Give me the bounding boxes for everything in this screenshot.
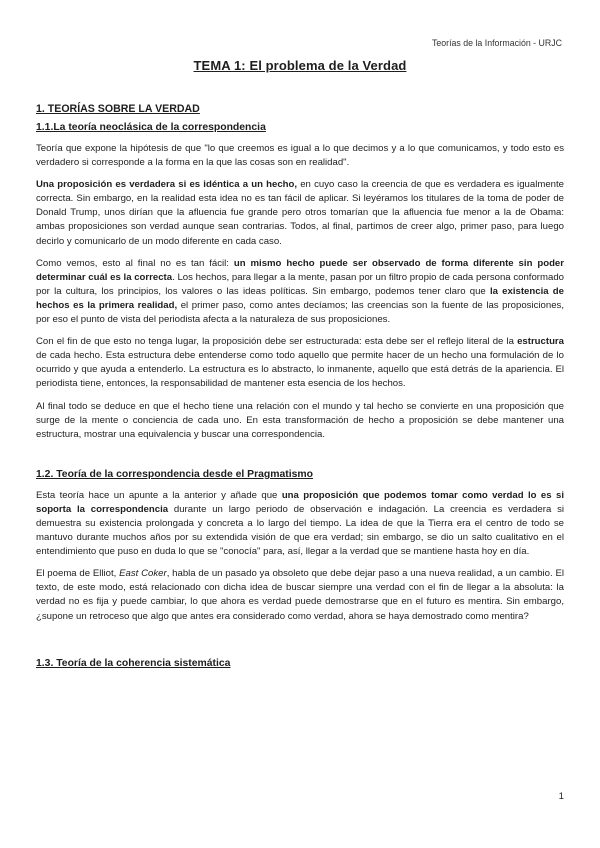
text: El poema de Elliot, <box>36 568 120 580</box>
text: de cada hecho. Esta estructura debe entenderse como todo aquello que permite hacer de un hecho una formulación de lo ocurrido y que ayuda a entenderlo. La estructura es lo abstracto, lo inmanente, aquello que está detrás de la apariencia. El periodista tiene, entonces, la responsabilidad de mantener esta esencia de los hechos. <box>36 350 564 390</box>
subsection-heading: 1.1.La teoría neoclásica de la correspondencia <box>36 122 266 133</box>
paragraph <box>36 567 564 623</box>
paragraph <box>36 335 564 391</box>
spacer <box>36 450 564 469</box>
italic-text: East Coker <box>119 568 167 580</box>
text: . Los hechos, para llegar a la mente, pasan por un filtro propio de cada persona conformado por la cultura, los principios, los valores o las ideas políticas. Sin embargo, podemos tener claro que <box>36 271 564 297</box>
text: Como vemos, esto al final no es tan fácil: <box>36 257 234 269</box>
section-heading: 1. TEORÍAS SOBRE LA VERDAD <box>36 103 200 115</box>
paragraph: Al final todo se deduce en que el hecho tiene una relación con el mundo y tal hecho se convierte en una proposición que surge de la mente o conciencia de cada uno. En esta transformación de hecho a proposición se debe mantener una estructura, mostrar una equivalencia y buscar una correspondencia. <box>36 400 564 440</box>
text: el primer paso, como antes decíamos; las creencias son la fuente de las proposiciones, por eso el punto de vista del periodista afecta a la naturaleza de sus proposiciones. <box>36 299 565 326</box>
bold-text: un mismo hecho puede ser observado de forma diferente sin poder determinar cuál es la correcta <box>36 257 564 283</box>
bold-text: estructura <box>517 336 564 348</box>
paragraph <box>36 257 564 327</box>
paragraph <box>36 178 564 248</box>
page-number: 1 <box>558 791 564 802</box>
running-header: Teorías de la Información - URJC <box>431 38 562 48</box>
text: , habla de un pasado ya obsoleto que debe dejar paso a una nueva realidad, a un cambio. El texto, de este modo, está relacionado con dicha idea de buscar siempre una verdad con el fin de llegar a la absoluta: la verdad no es fija y puede cambiar, lo que ahora es verdad puede demostrarse que en el futuro es mentira. Sin embargo, ¿supone un retroceso que algo que antes era considerado como verdad, ahora se haya demostrado como mentira? <box>36 568 564 622</box>
paragraph <box>36 489 564 559</box>
text: en cuyo caso la creencia de que es verdadera es igualmente correcta. Sin embargo, en la realidad esta idea no es tan fácil de aplicar. Si leyéramos los titulares de la toma de poder de Donald Trump, unos dirían que la afluencia fue grande pero otros tomarían que la afluencia fue menor a la de Obama: ambas proposiciones son verdad aunque sean contrarias. Todos, al final, partimos de creer algo, primer paso, para luego decirlo y comunicarlo de un modo diferente en cada caso. <box>36 179 564 247</box>
text: Con el fin de que esto no tenga lugar, la proposición debe ser estructurada: esta debe ser el reflejo literal de la <box>36 336 518 348</box>
bold-text: Una proposición es verdadera si es idéntica a un hecho, <box>36 179 298 191</box>
bold-text: una proposición que podemos tomar como verdad lo es si soporta la correspondencia <box>36 489 564 515</box>
text: durante un largo periodo de observación e indagación. La creencia es verdadera si demuestra su existencia prolongada y concreta a lo largo del tiempo. La idea de que la Tierra era el centro de todo se mantuvo durante muchos años por su extendida visión de que era verdad; sin embargo, se dio un salto cualitativo en el entendimiento que puso en duda lo que se "conocía" para, así, llegar a la verdad que se mantiene hasta hoy en día. <box>36 503 565 558</box>
spacer <box>36 632 564 658</box>
subsection-heading: 1.2. Teoría de la correspondencia desde el Pragmatismo <box>36 468 313 480</box>
text: Esta teoría hace un apunte a la anterior y añade que <box>36 489 282 501</box>
bold-text: la existencia de hechos es la primera realidad, <box>36 285 564 311</box>
document-body <box>36 58 564 678</box>
document-title: TEMA 1: El problema de la Verdad <box>193 58 407 73</box>
paragraph: Teoría que expone la hipótesis de que "lo que creemos es igual a lo que decimos y a lo que comunicamos, y todo esto es verdadero si corresponde a la forma en la que las cosas son en realidad". <box>36 143 564 169</box>
subsection-heading: 1.3. Teoría de la coherencia sistemática <box>36 657 231 669</box>
